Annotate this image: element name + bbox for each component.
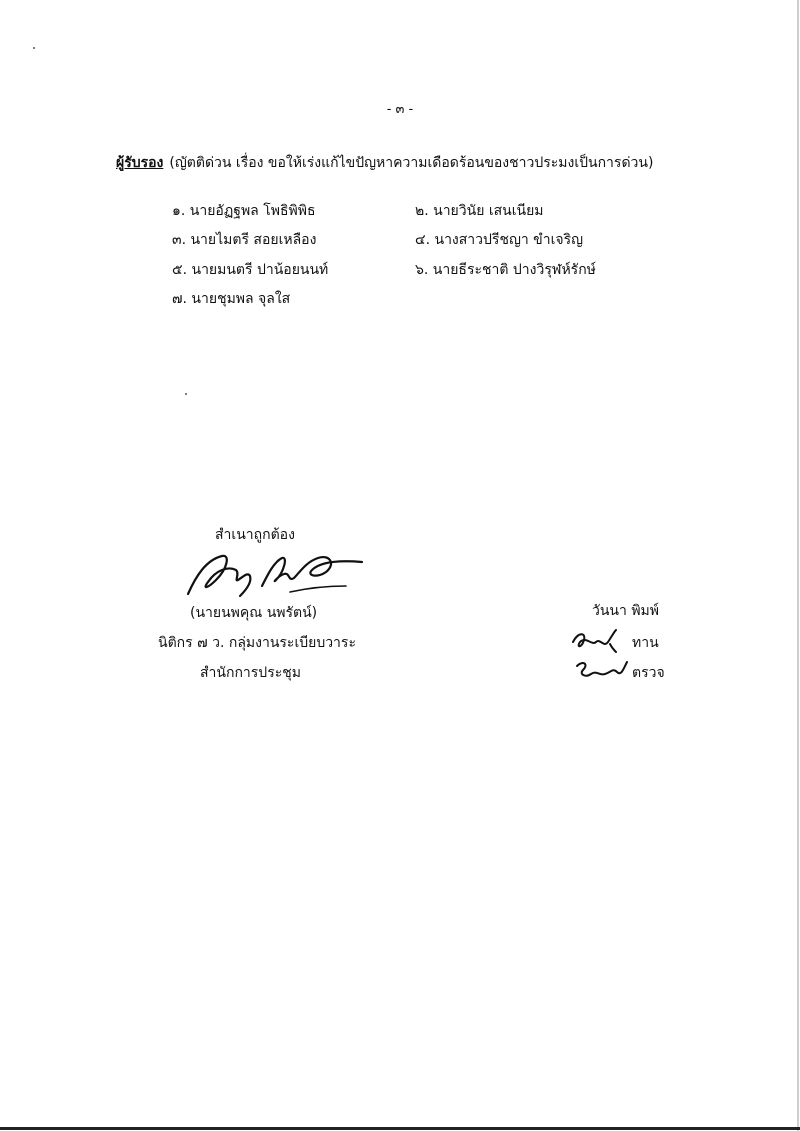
signer-item: ๔. นางสาวปรีชญา ขำเจริญ xyxy=(415,232,584,248)
page-number: - ๓ - xyxy=(386,102,414,117)
certified-copy-label: สำเนาถูกต้อง xyxy=(215,527,295,543)
handwritten-initial xyxy=(573,656,629,682)
certifier-office: สำนักการประชุม xyxy=(200,665,301,681)
endorsement-line xyxy=(116,152,653,174)
handwritten-signature xyxy=(178,546,368,602)
check-role-label: ตรวจ xyxy=(632,665,665,681)
scan-edge-bottom xyxy=(0,1127,800,1130)
certifier-name: (นายนพคุณ นพรัตน์) xyxy=(190,605,318,621)
signer-item: ๗. นายชุมพล จุลใส xyxy=(172,291,291,307)
signer-item: ๑. นายอัฏฐพล โพธิพิพิธ xyxy=(172,203,316,219)
scan-speck xyxy=(185,393,187,395)
handwritten-initial xyxy=(570,628,620,654)
signer-item: ๖. นายธีระชาติ ปางวิรุฬห์รักษ์ xyxy=(415,262,596,278)
signer-item: ๕. นายมนตรี ปาน้อยนนท์ xyxy=(172,262,329,278)
typist-name: วันนา พิมพ์ xyxy=(592,603,659,619)
scan-speck xyxy=(33,47,35,49)
endorsement-subject: (ญัตติด่วน เรื่อง ขอให้เร่งแก้ไขปัญหาความเดือดร้อนของชาวประมงเป็นการด่วน) xyxy=(169,155,654,171)
signer-item: ๒. นายวินัย เสนเนียม xyxy=(415,203,544,219)
endorsement-label: ผู้รับรอง xyxy=(116,155,164,171)
scan-edge-right xyxy=(797,0,799,1131)
typing-role-label: ทาน xyxy=(632,635,659,651)
certifier-title: นิติกร ๗ ว. กลุ่มงานระเบียบวาระ xyxy=(158,635,356,651)
signer-item: ๓. นายไมตรี สอยเหลือง xyxy=(172,232,317,248)
